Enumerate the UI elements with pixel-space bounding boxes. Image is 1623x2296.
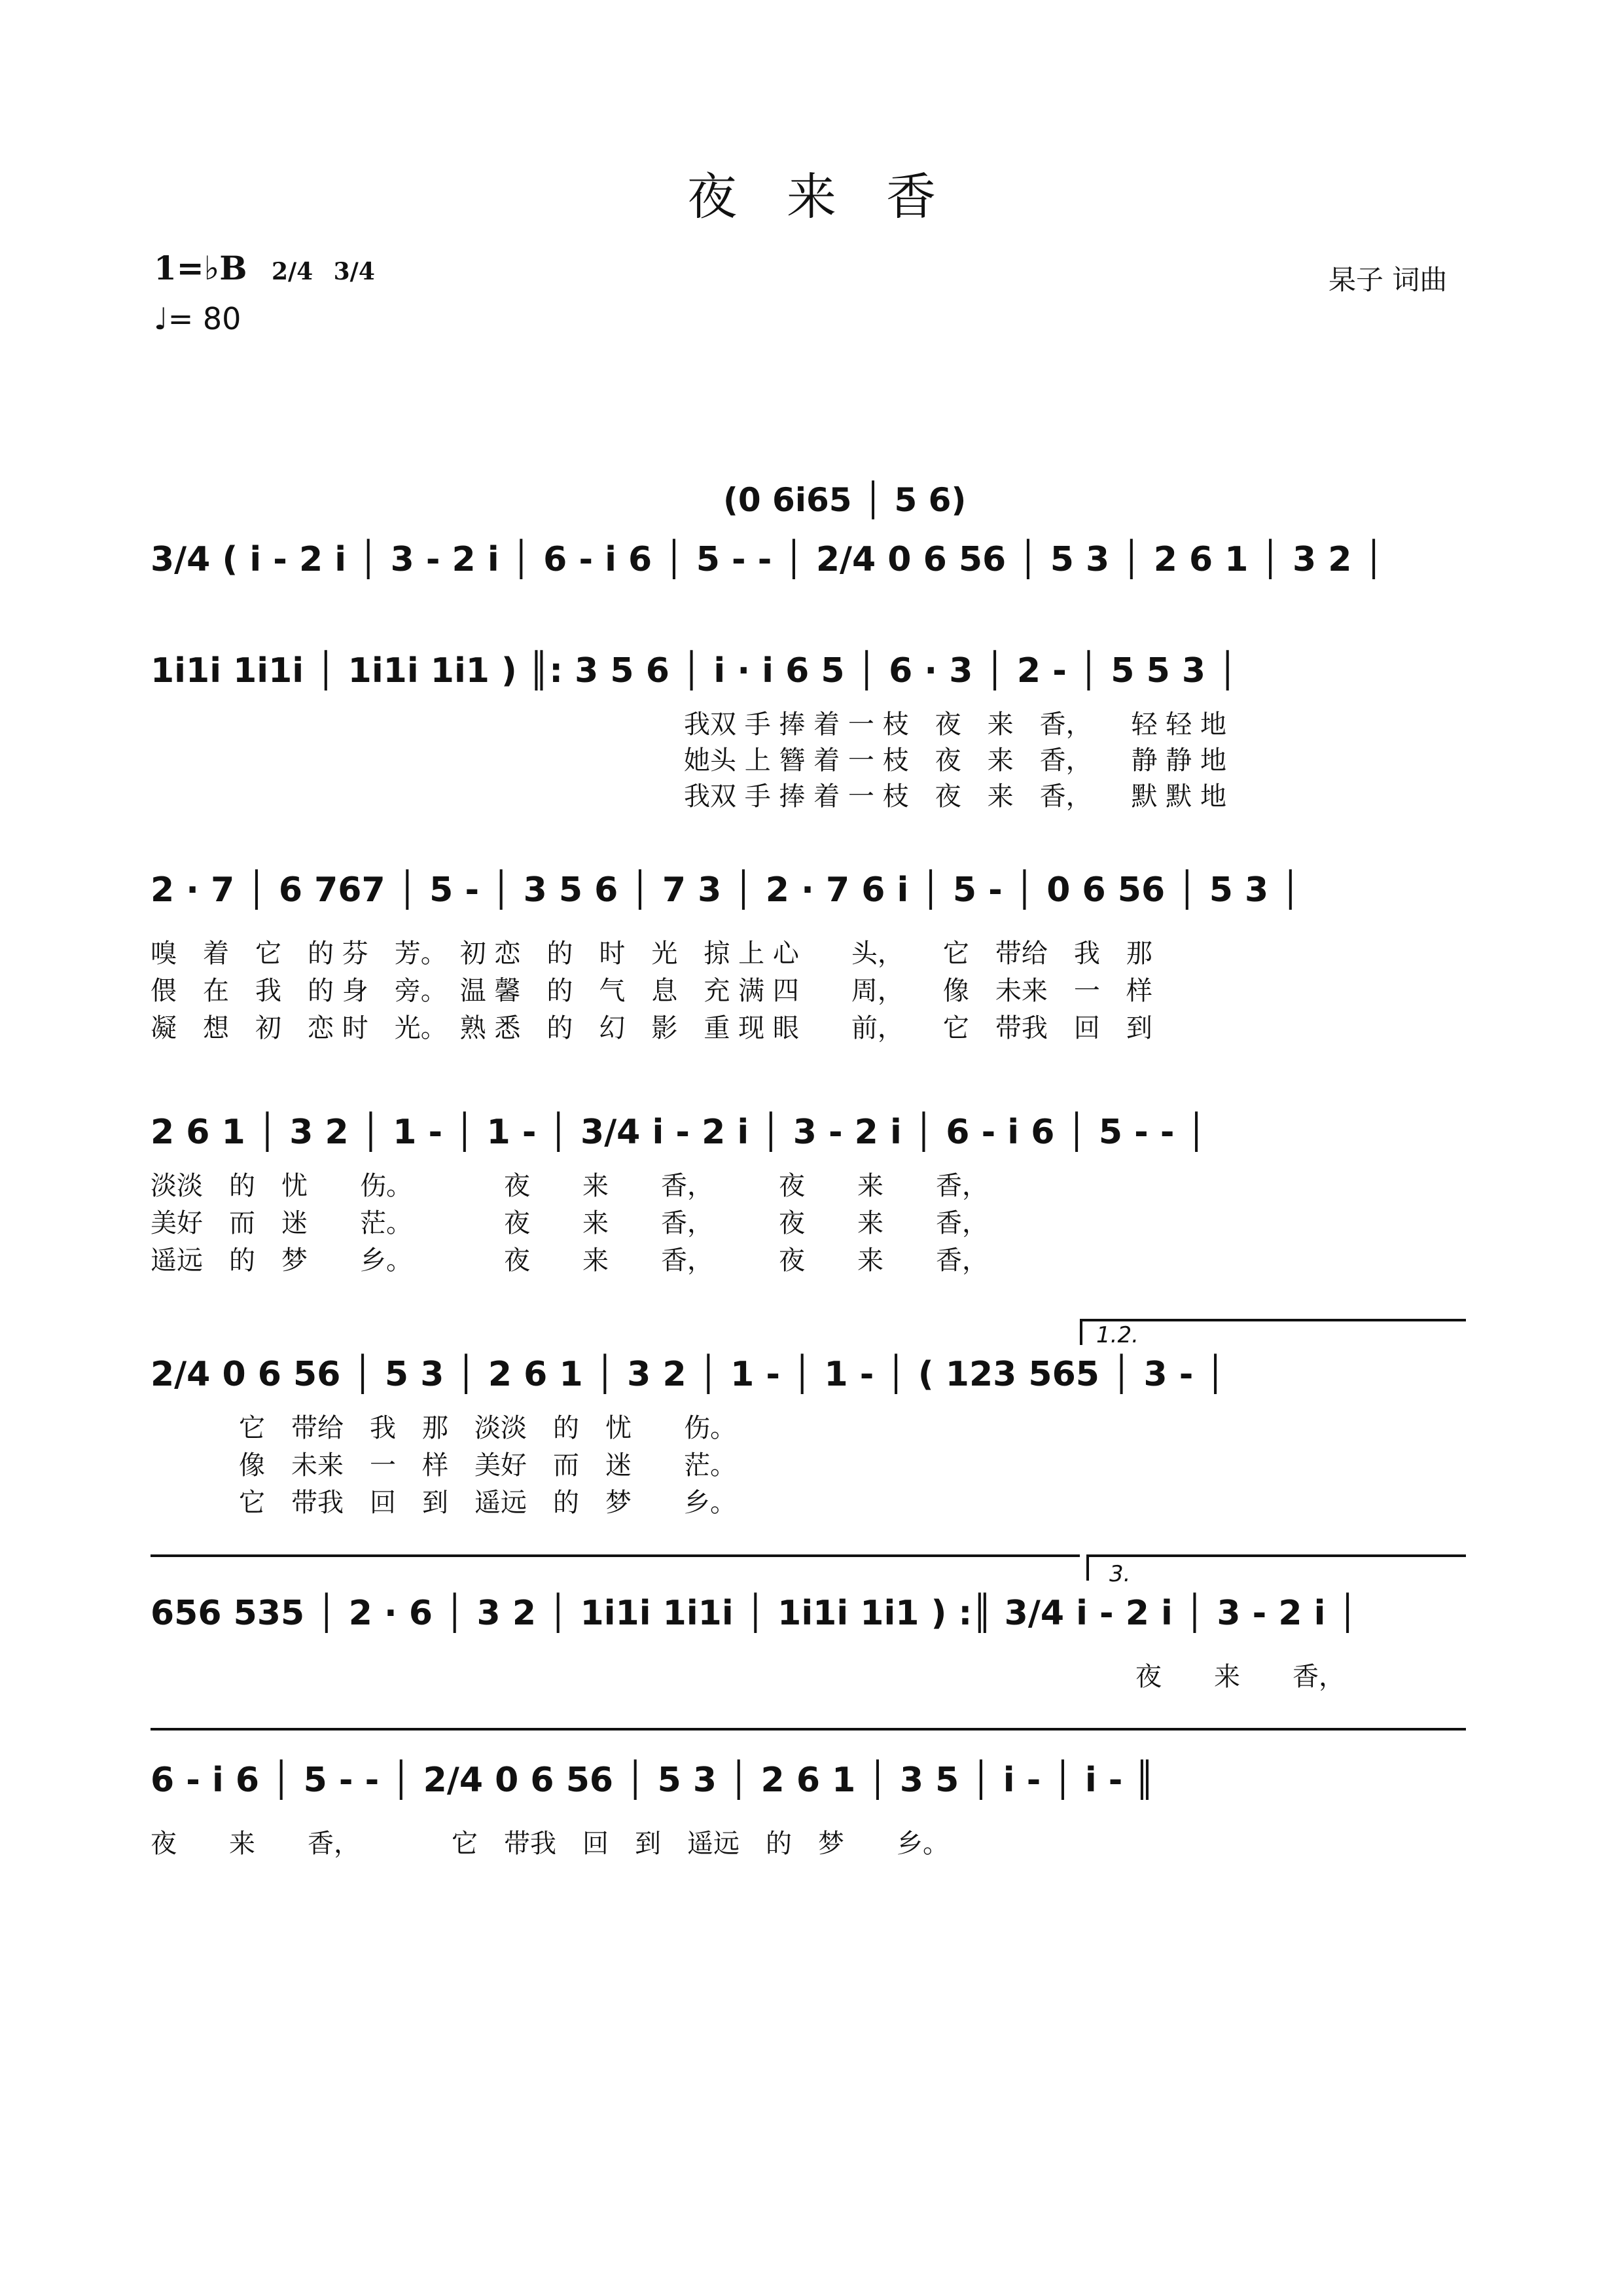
volta-bracket-1-edge [1080, 1319, 1082, 1345]
time-signature-2: 3/4 [333, 258, 375, 285]
key-signature: 1=♭B [154, 249, 247, 287]
volta-continuation [151, 1554, 1080, 1557]
notation-line-1: 3/4 ( i - 2 i │ 3 - 2 i │ 6 - i 6 │ 5 - - │ 2/4 0 6 56 │ 5 3 │ 2 6 1 │ 3 2 │ [151, 540, 1384, 579]
volta-bracket-3 [1086, 1554, 1466, 1557]
volta-bracket-3-edge [1086, 1554, 1089, 1581]
key-and-meter [154, 249, 375, 287]
lyric-line-4-verse-3: 遥远 的 梦 乡。 夜 来 香， 夜 来 香， [151, 1246, 988, 1276]
lyric-line-7: 夜 来 香， 它 带我 回 到 遥远 的 梦 乡。 [151, 1829, 949, 1859]
time-signature-1: 2/4 [271, 258, 313, 285]
song-title: 夜 来 香 [687, 168, 936, 226]
lyric-line-2-verse-2: 她头 上 簪 着 一 枝 夜 来 香， 静 静 地 [684, 745, 1227, 776]
lyric-line-2-verse-3: 我双 手 捧 着 一 枝 夜 来 香， 默 默 地 [684, 781, 1227, 812]
lyric-line-3-verse-1: 嗅 着 它 的 芬 芳。 初 恋 的 时 光 掠 上 心 头， 它 带给 我 那 [151, 939, 1152, 969]
lyric-line-5-verse-3: 它 带我 回 到 遥远 的 梦 乡。 [239, 1488, 736, 1518]
notation-line-6: 656 535 │ 2 · 6 │ 3 2 │ 1i1i 1i1i │ 1i1i 1i1 ) :║ 3/4 i - 2 i │ 3 - 2 i │ [151, 1594, 1358, 1633]
lyric-line-3-verse-2: 偎 在 我 的 身 旁。 温 馨 的 气 息 充 满 四 周， 像 未来 一 样 [151, 976, 1152, 1006]
lyric-line-4-verse-2: 美好 而 迷 茫。 夜 来 香， 夜 来 香， [151, 1208, 988, 1238]
composer-credit: 杲子 词曲 [1329, 264, 1448, 296]
volta-label-1: 1.2. [1096, 1322, 1139, 1348]
pickup-notes: (0 6i65 │ 5 6) [723, 481, 967, 519]
volta-label-3: 3. [1109, 1561, 1131, 1587]
lyric-line-3-verse-3: 凝 想 初 恋 时 光。 熟 悉 的 幻 影 重 现 眼 前， 它 带我 回 到 [151, 1013, 1152, 1043]
notation-line-2: 1i1i 1i1i │ 1i1i 1i1 ) ║: 3 5 6 │ i · i 6 5 │ 6 · 3 │ 2 - │ 5 5 3 │ [151, 651, 1238, 691]
notation-line-3: 2 · 7 │ 6 767 │ 5 - │ 3 5 6 │ 7 3 │ 2 · 7 6 i │ 5 - │ 0 6 56 │ 5 3 │ [151, 870, 1301, 910]
lyric-line-5-verse-1: 它 带给 我 那 淡淡 的 忧 伤。 [239, 1413, 736, 1443]
volta-bracket-1 [1080, 1319, 1466, 1321]
tempo-marking: ♩= 80 [154, 301, 241, 336]
lyric-line-6: 夜 来 香， [1135, 1662, 1345, 1692]
final-volta-line [151, 1728, 1466, 1731]
lyric-line-2-verse-1: 我双 手 捧 着 一 枝 夜 来 香， 轻 轻 地 [684, 709, 1227, 740]
lyric-line-5-verse-2: 像 未来 一 样 美好 而 迷 茫。 [239, 1450, 736, 1480]
notation-line-4: 2 6 1 │ 3 2 │ 1 - │ 1 - │ 3/4 i - 2 i │ 3 - 2 i │ 6 - i 6 │ 5 - - │ [151, 1113, 1207, 1152]
notation-line-7: 6 - i 6 │ 5 - - │ 2/4 0 6 56 │ 5 3 │ 2 6 1 │ 3 5 │ i - │ i - ║ [151, 1761, 1155, 1800]
notation-line-5: 2/4 0 6 56 │ 5 3 │ 2 6 1 │ 3 2 │ 1 - │ 1 - │ ( 123 565 │ 3 - │ [151, 1355, 1226, 1394]
lyric-line-4-verse-1: 淡淡 的 忧 伤。 夜 来 香， 夜 来 香， [151, 1171, 988, 1201]
